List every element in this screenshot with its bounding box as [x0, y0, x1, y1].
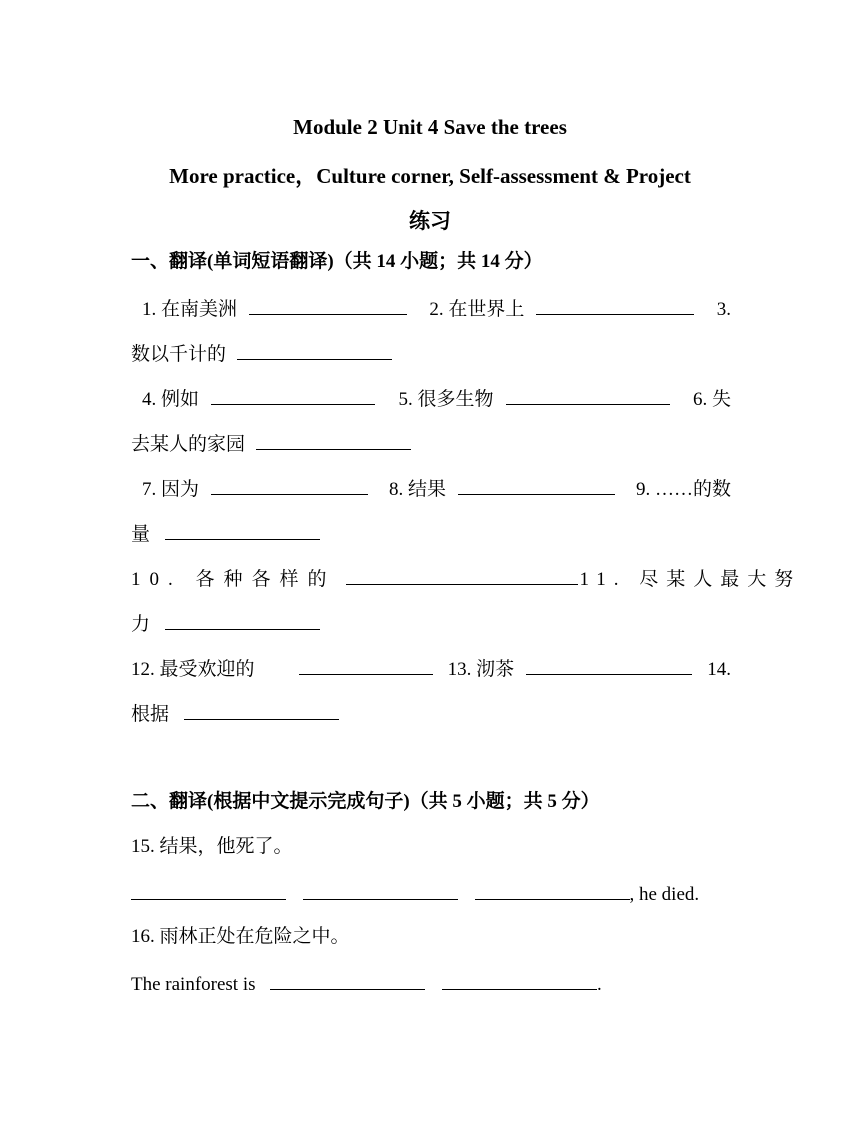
- question-8-prompt: 8. 结果: [388, 479, 446, 500]
- answer-blank-16a[interactable]: [270, 970, 425, 990]
- page-subtitle-practice: 练习: [409, 209, 451, 233]
- question-6-prompt-end: 去某人的家园: [131, 434, 246, 455]
- question-11-prompt-end: 力: [131, 614, 151, 635]
- answer-blank-8[interactable]: [458, 475, 615, 495]
- question-1: [131, 295, 413, 322]
- page-title: Module 2 Unit 4 Save the trees: [293, 115, 567, 139]
- question-13: [448, 655, 695, 682]
- question-16-prefix: The rainforest is: [131, 974, 256, 995]
- answer-blank-1[interactable]: [249, 295, 407, 315]
- question-row-5b: [131, 700, 731, 727]
- question-11-prompt-start: 11. 尽某人最大努: [579, 569, 802, 590]
- question-row-1b: [131, 340, 731, 367]
- question-14-prompt: 根据: [131, 704, 170, 725]
- answer-blank-3[interactable]: [237, 340, 392, 360]
- answer-blank-15c[interactable]: [475, 880, 630, 900]
- question-3-prompt: 数以千计的: [131, 344, 227, 365]
- question-3-number: 3.: [716, 299, 731, 320]
- question-2: [429, 295, 700, 322]
- answer-blank-15a[interactable]: [131, 880, 286, 900]
- question-row-4: [131, 565, 802, 592]
- question-4-prompt: 4. 例如: [142, 389, 200, 410]
- question-16-prompt: 16. 雨林正处在危险之中。: [131, 926, 350, 947]
- answer-blank-14[interactable]: [184, 700, 339, 720]
- answer-blank-10[interactable]: [346, 565, 578, 585]
- question-row-3b: [131, 520, 731, 547]
- answer-blank-9[interactable]: [165, 520, 320, 540]
- answer-blank-4[interactable]: [211, 385, 375, 405]
- question-16-suffix: .: [597, 974, 602, 995]
- question-15-answer-row: [131, 880, 731, 907]
- section2-heading: 二、翻译(根据中文提示完成句子)（共 5 小题；共 5 分）: [131, 791, 600, 812]
- answer-blank-6[interactable]: [256, 430, 411, 450]
- question-2-prompt: 2. 在世界上: [429, 299, 525, 320]
- question-7: [131, 475, 374, 502]
- question-row-2b: [131, 430, 731, 457]
- question-15-suffix: , he died.: [629, 884, 700, 905]
- question-15-prompt: 15. 结果，他死了。: [131, 836, 293, 857]
- section1-heading: 一、翻译(单词短语翻译)（共 14 小题；共 14 分）: [131, 251, 543, 272]
- answer-blank-15b[interactable]: [303, 880, 458, 900]
- question-10: [131, 565, 580, 592]
- answer-blank-16b[interactable]: [442, 970, 597, 990]
- question-4: [131, 385, 381, 412]
- answer-blank-11[interactable]: [165, 610, 320, 630]
- question-row-3: [131, 475, 731, 502]
- question-12: [131, 655, 435, 682]
- question-9-prompt-end: 量: [131, 524, 151, 545]
- question-8: [389, 475, 621, 502]
- answer-blank-12[interactable]: [299, 655, 433, 675]
- question-row-4b: [131, 610, 731, 637]
- answer-blank-13[interactable]: [526, 655, 692, 675]
- question-7-prompt: 7. 因为: [142, 479, 200, 500]
- question-10-prompt: 10. 各种各样的: [131, 569, 336, 590]
- question-5: [398, 385, 675, 412]
- answer-blank-5[interactable]: [506, 385, 670, 405]
- question-14-number: 14.: [707, 659, 731, 680]
- question-5-prompt: 5. 很多生物: [398, 389, 494, 410]
- question-13-prompt: 13. 沏茶: [447, 659, 515, 680]
- question-1-prompt: 1. 在南美洲: [142, 299, 238, 320]
- answer-blank-7[interactable]: [211, 475, 368, 495]
- question-row-5: [131, 655, 731, 682]
- question-row-1: [131, 295, 731, 322]
- question-6-prompt-start: 6. 失: [692, 389, 731, 410]
- question-9-prompt-start: 9. ……的数: [635, 479, 731, 500]
- page-subtitle: More practice，Culture corner, Self-assessment & Project: [169, 164, 691, 188]
- question-16-answer-row: [131, 970, 731, 997]
- question-12-prompt: 12. 最受欢迎的: [131, 659, 255, 680]
- question-row-2: [131, 385, 731, 412]
- answer-blank-2[interactable]: [536, 295, 694, 315]
